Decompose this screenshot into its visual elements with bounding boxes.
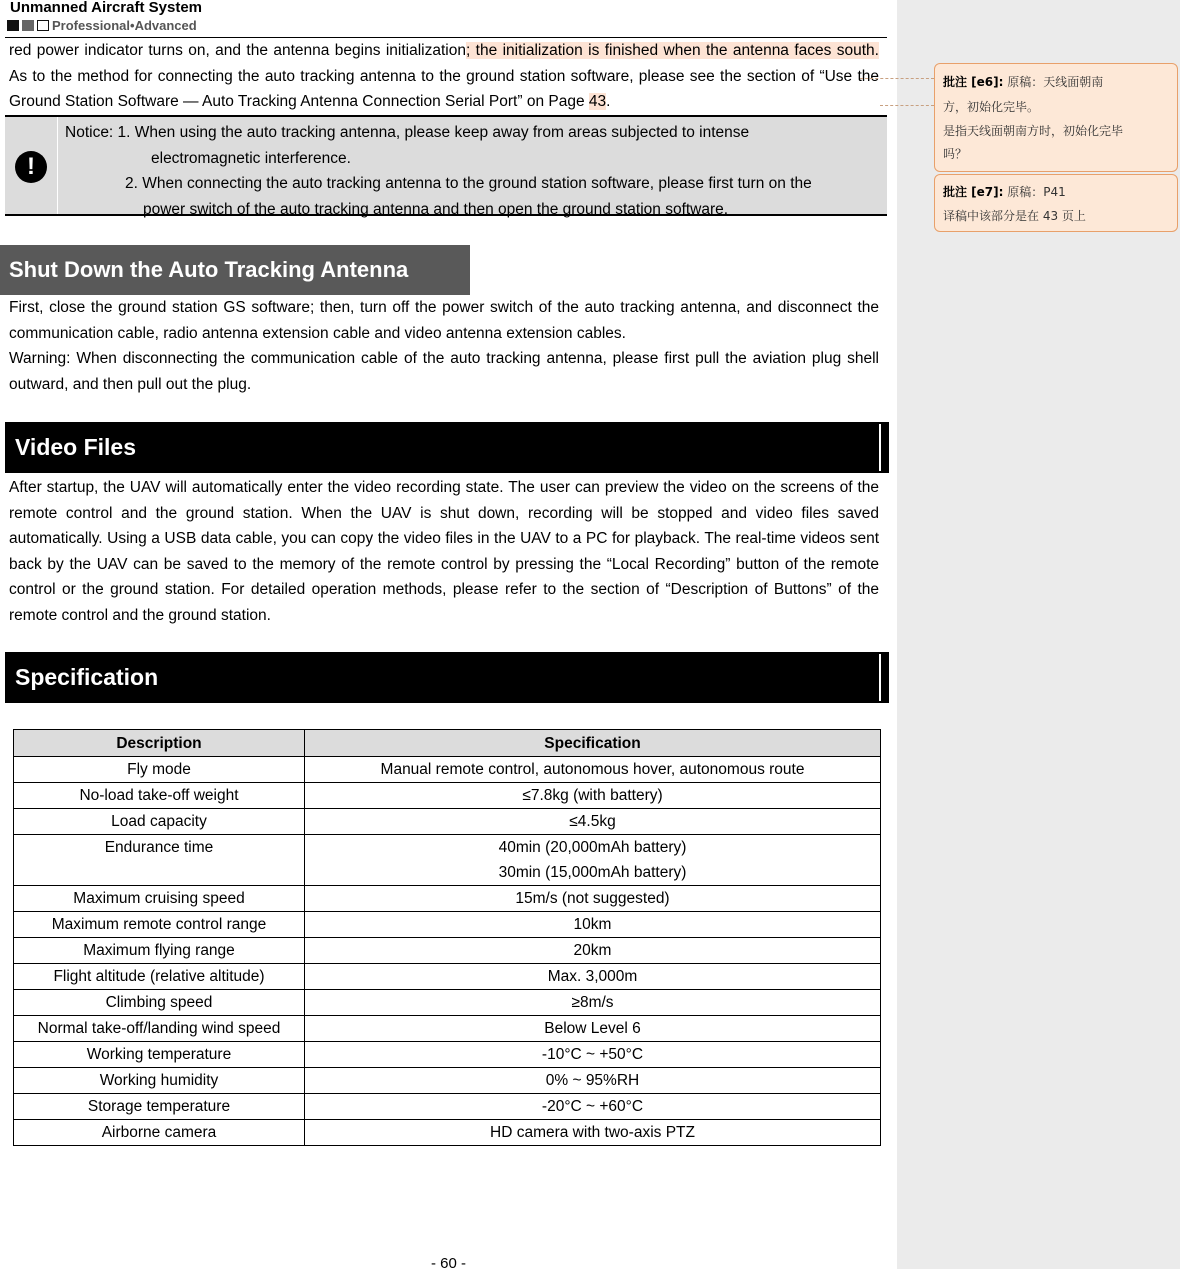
table-cell: No-load take-off weight — [14, 783, 305, 809]
comment-balloon-e6[interactable] — [934, 63, 1178, 172]
table-cell: Load capacity — [14, 809, 305, 835]
table-cell: Working humidity — [14, 1068, 305, 1094]
table-row — [14, 783, 881, 809]
table-row — [14, 912, 881, 938]
notice-text — [65, 120, 879, 222]
table-cell: 15m/s (not suggested) — [305, 886, 881, 912]
table-row — [14, 1120, 881, 1146]
table-row — [14, 886, 881, 912]
table-cell: ≤4.5kg — [305, 809, 881, 835]
warning-paragraph: Warning: When disconnecting the communication cable of the auto tracking antenna, please first pull the aviation plug shell outward, and then pull out the plug. — [9, 350, 879, 393]
table-row — [14, 1094, 881, 1120]
square-icon — [22, 20, 34, 31]
page-number: - 60 - — [430, 1255, 466, 1272]
table-row — [14, 1016, 881, 1042]
table-cell: Maximum cruising speed — [14, 886, 305, 912]
table-cell: 20km — [305, 938, 881, 964]
comment-label: 批注 [e6]: — [943, 75, 1004, 89]
shutdown-paragraph: First, close the ground station GS software; then, turn off the power switch of the auto tracking antenna, and disconnect the communication cable, radio antenna extension cable and video antenna extension cables. — [9, 299, 879, 342]
table-cell: 0% ~ 95%RH — [305, 1068, 881, 1094]
section-title-text: Video Files — [15, 434, 137, 460]
spec-table — [13, 729, 881, 1146]
section-title-shutdown: Shut Down the Auto Tracking Antenna — [0, 245, 470, 295]
notice-box — [5, 115, 887, 216]
table-cell: Maximum remote control range — [14, 912, 305, 938]
table-cell: Max. 3,000m — [305, 964, 881, 990]
header-subtitle-text: Professional•Advanced — [52, 18, 197, 33]
intro-text: red power indicator turns on, and the antenna begins initialization — [9, 42, 466, 59]
table-row — [14, 938, 881, 964]
table-row — [14, 990, 881, 1016]
table-cell: ≤7.8kg (with battery) — [305, 783, 881, 809]
page-reference[interactable]: 43 — [588, 93, 607, 110]
table-cell: Normal take-off/landing wind speed — [14, 1016, 305, 1042]
table-cell — [305, 835, 881, 886]
table-row — [14, 1068, 881, 1094]
table-cell: -20°C ~ +60°C — [305, 1094, 881, 1120]
table-cell: Working temperature — [14, 1042, 305, 1068]
table-cell: -10°C ~ +50°C — [305, 1042, 881, 1068]
cell-line: 40min (20,000mAh battery) — [498, 839, 687, 856]
table-row — [14, 757, 881, 783]
notice-icon-cell — [5, 117, 58, 214]
table-cell: Maximum flying range — [14, 938, 305, 964]
highlighted-text[interactable]: ; the initialization is finished when the antenna faces south. — [465, 42, 879, 59]
square-icon — [37, 20, 49, 31]
comment-text: 译稿中该部分是在 43 页上 — [943, 209, 1086, 223]
table-cell: Airborne camera — [14, 1120, 305, 1146]
table-row — [14, 809, 881, 835]
intro-paragraph — [9, 38, 879, 115]
video-paragraph: After startup, the UAV will automatically enter the video recording state. The user can preview the video on the screens of the remote control and the ground station. When the UAV is shut down, recording will be stopped and video files saved automatically. Using a USB data cable, you can copy the video files in the UAV to a PC for playback. The real-time videos sent back by the UAV can be saved to the memory of the remote control by pressing the “Local Recording” button of the remote control or the ground station. For detailed operation methods, please refer to the section of “Description of Buttons” of the remote control and the ground station. — [9, 479, 879, 624]
column-header: Specification — [305, 730, 881, 757]
notice-line: power switch of the auto tracking antenna and then open the ground station software. — [143, 200, 729, 218]
comment-text: 吗？ — [943, 147, 968, 161]
table-row — [14, 1042, 881, 1068]
comment-balloon-e7[interactable] — [934, 174, 1178, 232]
notice-line: electromagnetic interference. — [151, 149, 351, 167]
column-header: Description — [14, 730, 305, 757]
intro-text: . — [606, 93, 611, 110]
cell-line: 30min (15,000mAh battery) — [498, 864, 687, 881]
table-cell: Flight altitude (relative altitude) — [14, 964, 305, 990]
comment-text: 原稿：天线面朝南 — [1003, 75, 1104, 89]
square-icon — [7, 20, 19, 31]
table-cell: 10km — [305, 912, 881, 938]
title-bar-decoration — [879, 424, 881, 471]
table-cell: Fly mode — [14, 757, 305, 783]
table-cell: Storage temperature — [14, 1094, 305, 1120]
table-header-row — [14, 730, 881, 757]
comment-text: 原稿：P41 — [1003, 185, 1066, 199]
comment-connector — [860, 78, 934, 79]
intro-text: As to the method for connecting the auto tracking antenna to the ground station software, please see the section of “Use the Ground Station Software — Auto Tracking Antenna Connection Serial Port” on Page — [9, 67, 879, 110]
table-cell: Below Level 6 — [305, 1016, 881, 1042]
title-bar-decoration — [879, 654, 881, 701]
comment-connector — [880, 105, 934, 106]
notice-line: Notice: 1. When using the auto tracking antenna, please keep away from areas subjected to intense — [65, 124, 750, 141]
comment-text: 方，初始化完毕。 — [943, 100, 1040, 114]
table-cell: ≥8m/s — [305, 990, 881, 1016]
section-title-spec — [5, 652, 889, 703]
table-cell: Climbing speed — [14, 990, 305, 1016]
section-title-text: Specification — [15, 664, 159, 690]
header-subtitle — [7, 18, 197, 33]
table-cell: HD camera with two-axis PTZ — [305, 1120, 881, 1146]
section-title-video — [5, 422, 889, 473]
table-row — [14, 964, 881, 990]
comment-text: 是指天线面朝南方时，初始化完毕 — [943, 124, 1124, 138]
table-cell: Endurance time — [14, 835, 305, 886]
header-title: Unmanned Aircraft System — [10, 0, 202, 16]
table-cell: Manual remote control, autonomous hover, autonomous route — [305, 757, 881, 783]
notice-line: 2. When connecting the auto tracking antenna to the ground station software, please first turn on the — [125, 175, 812, 192]
table-row — [14, 835, 881, 886]
exclamation-icon: ! — [15, 151, 47, 183]
comment-label: 批注 [e7]: — [943, 185, 1004, 199]
